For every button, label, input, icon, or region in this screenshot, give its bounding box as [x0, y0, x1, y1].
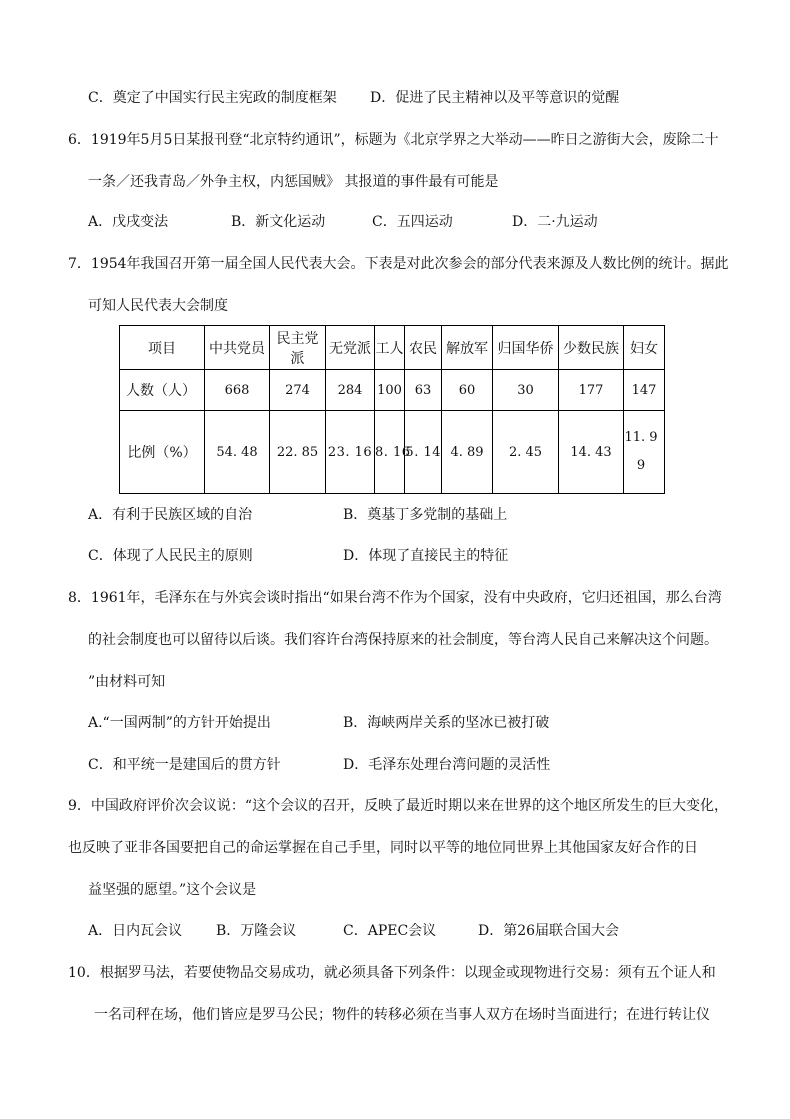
table-header-cell: 中共党员: [205, 326, 270, 370]
table-cell: 2. 45: [493, 411, 559, 494]
q6-option-d: D．二·九运动: [512, 214, 598, 230]
table-cell: 30: [493, 370, 559, 411]
table-cell: 147: [624, 370, 665, 411]
q6-option-c: C．五四运动: [372, 214, 453, 230]
q7-stem-line2: 可知人民代表大会制度: [88, 298, 228, 314]
table-cell: 274: [270, 370, 326, 411]
table-cell: 284: [326, 370, 375, 411]
q10-stem-line1: 10．根据罗马法，若要使物品交易成功，就必须具备下列条件：以现金或现物进行交易：须有五个证人和: [68, 965, 716, 981]
table-row-counts: [120, 370, 665, 411]
table-cell: 23. 16: [326, 411, 375, 494]
q5-option-c: C．奠定了中国实行民主宪政的制度框架: [88, 90, 337, 106]
table-cell: 60: [442, 370, 493, 411]
q8-option-d: D．毛泽东处理台湾问题的灵活性: [343, 757, 551, 773]
table-header-cell: 项目: [120, 326, 205, 370]
table-cell: 人数（人）: [120, 370, 205, 411]
table-cell: [624, 411, 665, 494]
q9-option-b: B．万隆会议: [216, 923, 297, 939]
q7-option-d: D．体现了直接民主的特征: [343, 548, 509, 564]
table-cell: 177: [559, 370, 624, 411]
table-header-cell: 工人: [375, 326, 405, 370]
q9-option-d: D．第26届联合国大会: [478, 923, 620, 939]
table-cell: 14. 43: [559, 411, 624, 494]
q8-option-c: C．和平统一是建国后的贯方针: [88, 757, 281, 773]
q9-stem-line2: 也反映了亚非各国要把自己的命运掌握在自己手里，同时以平等的地位同世界上其他国家友好合作的日: [68, 840, 698, 856]
table-cell: 100: [375, 370, 405, 411]
table-header-cell: 农民: [405, 326, 442, 370]
table-header-cell: 解放军: [442, 326, 493, 370]
q5-option-d: D．促进了民主精神以及平等意识的觉醒: [370, 90, 620, 106]
q7-option-a: A．有利于民族区域的自治: [88, 507, 253, 523]
table-cell: 5. 14: [405, 411, 442, 494]
q8-stem-line3: ”由材料可知: [88, 674, 166, 690]
q8-option-b: B．海峡两岸关系的坚冰已被打破: [343, 715, 550, 731]
table-cell-part: 9: [636, 458, 646, 473]
q10-stem-line2: 一名司秤在场，他们皆应是罗马公民；物件的转移必须在当事人双方在场时当面进行；在进行转让仪: [94, 1007, 710, 1023]
q8-option-a: A.“一国两制”的方针开始提出: [88, 715, 271, 731]
q9-option-c: C．APEC会议: [343, 923, 437, 939]
table-header-cell: 归国华侨: [493, 326, 559, 370]
q8-stem-line1: 8．1961年，毛泽东在与外宾会谈时指出“如果台湾不作为个国家，没有中央政府，它归还祖国，那么台湾: [68, 590, 722, 606]
q7-option-b: B．奠基丁多党制的基础上: [343, 507, 508, 523]
table-cell: 63: [405, 370, 442, 411]
q6-option-a: A．戊戌变法: [88, 214, 169, 230]
table-cell: 比例（%）: [120, 411, 205, 494]
q7-option-c: C．体现了人民民主的原则: [88, 548, 253, 564]
table-header-row: [120, 326, 665, 370]
table-cell: 22. 85: [270, 411, 326, 494]
q9-option-a: A．日内瓦会议: [88, 923, 183, 939]
table-header-cell: 少数民族: [559, 326, 624, 370]
q6-stem-line2: 一条／还我青岛／外争主权，内惩国贼》 其报道的事件最有可能是: [88, 174, 499, 190]
table-row-ratios: [120, 411, 665, 494]
table-cell: 668: [205, 370, 270, 411]
q7-stem-line1: 7．1954年我国召开第一届全国人民代表大会。下表是对此次参会的部分代表来源及人数比例的统计。据此: [68, 256, 729, 272]
q9-stem-line3: 益坚强的愿望。”这个会议是: [88, 882, 257, 898]
q6-stem-line1: 6．1919年5月5日某报刊登“北京特约通讯”，标题为《北京学界之大举动——昨日之游街大会，废除二十: [68, 132, 719, 148]
table-header-cell: 民主党派: [270, 326, 326, 370]
table-header-cell: 妇女: [624, 326, 665, 370]
table-header-cell: 无党派: [326, 326, 375, 370]
q9-stem-line1: 9．中国政府评价次会议说：“这个会议的召开，反映了最近时期以来在世界的这个地区所发生的巨大变化，: [68, 798, 729, 814]
table-cell: 8. 16: [375, 411, 405, 494]
q8-stem-line2: 的社会制度也可以留待以后谈。我们容许台湾保持原来的社会制度，等台湾人民自己来解决这个问题。: [88, 632, 718, 648]
table-cell: 4. 89: [442, 411, 493, 494]
table-cell: 54. 48: [205, 411, 270, 494]
delegate-statistics-table: [119, 325, 665, 494]
q6-option-b: B．新文化运动: [231, 214, 326, 230]
table-cell-part: 11. 9: [624, 430, 658, 445]
